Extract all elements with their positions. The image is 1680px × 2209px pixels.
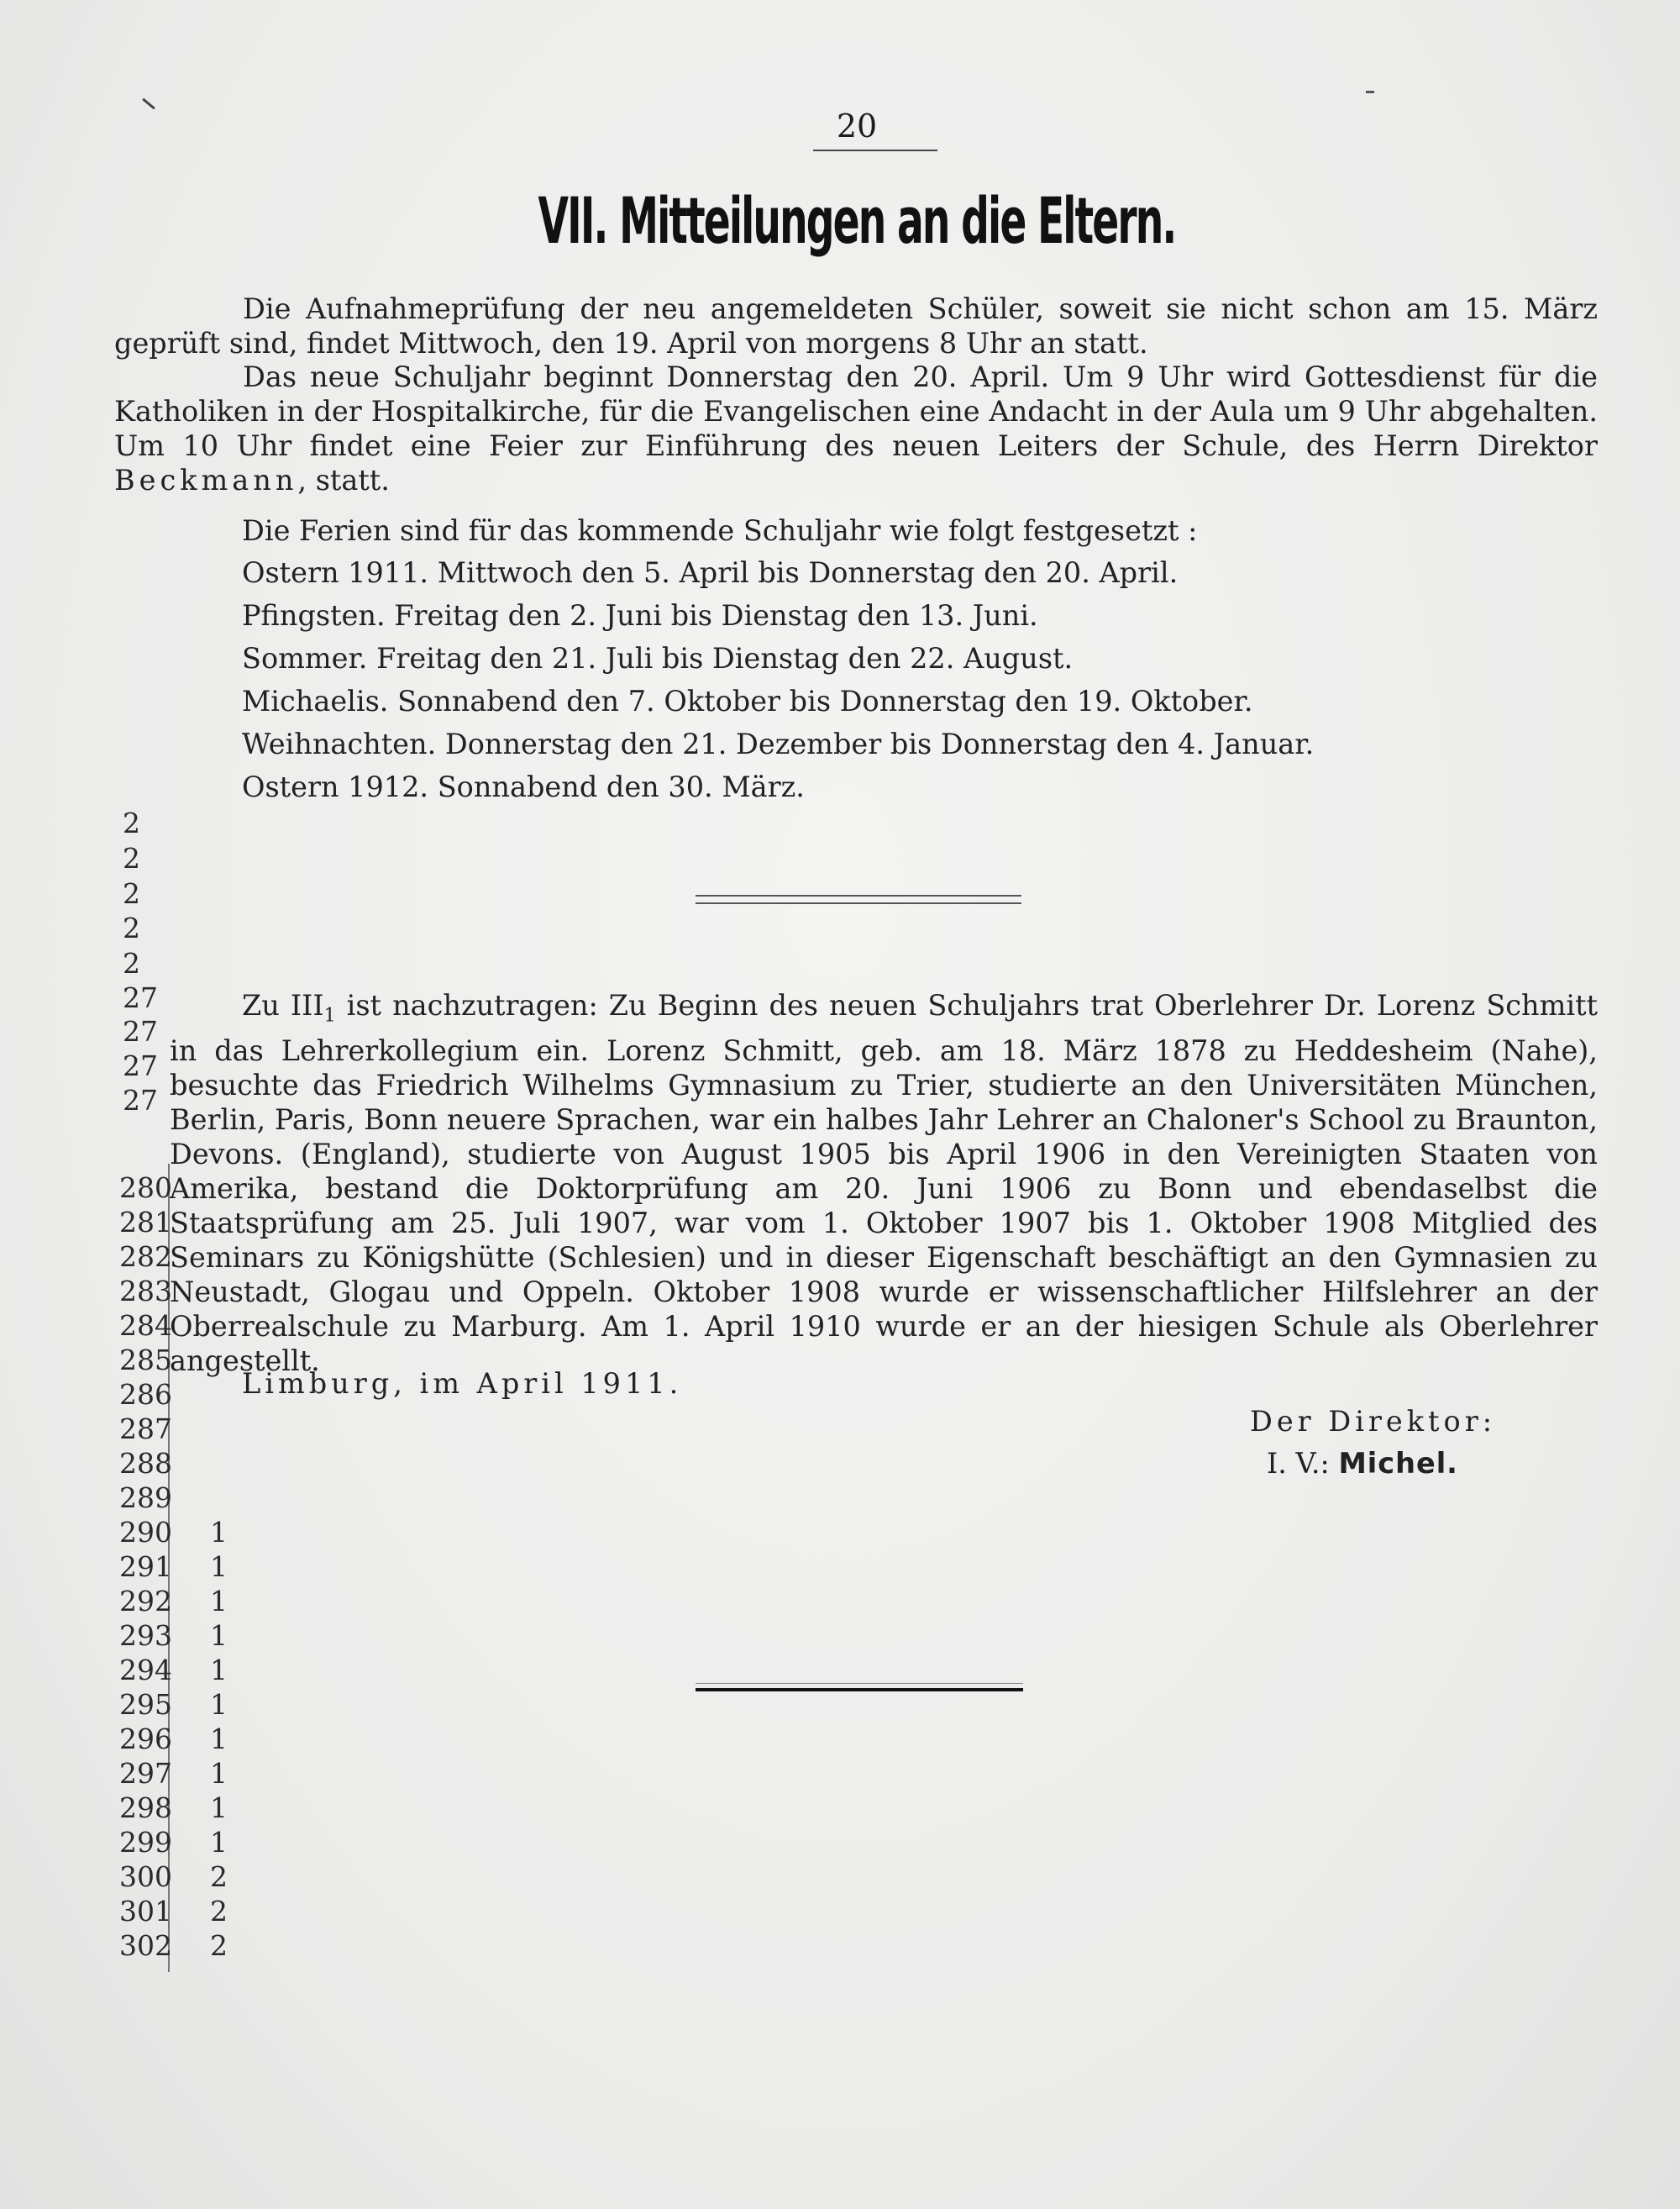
margin-number: 296 xyxy=(119,1722,172,1755)
holiday-item: Weihnachten. Donnerstag den 21. Dezember bis Donnerstag den 4. Januar. xyxy=(242,728,1315,760)
signature-title: Der Direktor: xyxy=(1250,1405,1496,1438)
margin-number: 299 xyxy=(119,1826,172,1859)
nachtrag-lead: Zu III xyxy=(242,989,324,1022)
margin-number: 293 xyxy=(119,1619,172,1652)
margin-number: 284 xyxy=(119,1309,172,1342)
section-heading: VII. Mitteilungen an die Eltern. xyxy=(538,183,1176,258)
margin-number: 1 xyxy=(210,1516,228,1549)
margin-number: 1 xyxy=(210,1619,228,1652)
margin-number: 2 xyxy=(123,912,140,944)
section-divider xyxy=(696,895,1021,904)
margin-number: 294 xyxy=(119,1654,172,1686)
margin-number: 1 xyxy=(210,1688,228,1721)
margin-number: 286 xyxy=(119,1378,172,1411)
paragraph-nachtrag xyxy=(170,988,1598,1378)
margin-number: 283 xyxy=(119,1275,172,1307)
margin-number: 285 xyxy=(119,1344,172,1376)
margin-number: 27 xyxy=(123,1049,158,1082)
place-date: Limburg, im April 1911. xyxy=(242,1367,683,1400)
margin-number: 2 xyxy=(210,1929,228,1962)
holiday-item: Sommer. Freitag den 21. Juli bis Dienstag den 22. August. xyxy=(242,642,1074,675)
margin-number: 1 xyxy=(210,1757,228,1790)
margin-number: 282 xyxy=(119,1240,172,1273)
margin-number: 1 xyxy=(210,1550,228,1583)
scan-mark xyxy=(1366,91,1374,93)
director-name: Beckmann xyxy=(114,464,298,497)
page-number-rule xyxy=(813,150,937,151)
margin-number: 2 xyxy=(123,947,140,980)
margin-number: 27 xyxy=(123,1015,158,1048)
margin-number: 280 xyxy=(119,1171,172,1204)
signature-prefix: I. V.: xyxy=(1267,1447,1339,1480)
paragraph-schuljahr xyxy=(114,360,1598,497)
paragraph-text-part: Das neue Schuljahr beginnt Donnerstag den 20. April. Um 9 Uhr wird Gottesdienst für die Katholiken in der Hospitalkirche, für die Evangelischen eine Andacht in der Aula um 9 Uhr abgehalten. Um 10 Uhr findet eine Feier zur Einführung des neuen Leiters der Schule, des Herrn Direktor xyxy=(114,360,1598,462)
margin-number: 288 xyxy=(119,1447,172,1480)
margin-number: 289 xyxy=(119,1481,172,1514)
margin-number: 1 xyxy=(210,1654,228,1686)
margin-number: 27 xyxy=(123,1084,158,1117)
margin-number: 1 xyxy=(210,1826,228,1859)
paragraph-text xyxy=(170,988,1598,1378)
margin-number: 281 xyxy=(119,1206,172,1239)
holiday-item: Ostern 1911. Mittwoch den 5. April bis Donnerstag den 20. April. xyxy=(242,556,1179,589)
margin-number: 1 xyxy=(210,1722,228,1755)
page-number: 20 xyxy=(836,108,878,145)
margin-number: 295 xyxy=(119,1688,172,1721)
margin-number: 291 xyxy=(119,1550,172,1583)
holiday-item: Pfingsten. Freitag den 2. Juni bis Dienstag den 13. Juni. xyxy=(242,599,1038,632)
margin-number: 287 xyxy=(119,1412,172,1445)
margin-number: 2 xyxy=(210,1860,228,1893)
signature-name: Michel. xyxy=(1338,1447,1458,1480)
paragraph-text-part: , statt. xyxy=(297,464,390,497)
margin-number: 2 xyxy=(123,807,140,839)
margin-number: 302 xyxy=(119,1929,172,1962)
margin-number: 27 xyxy=(123,981,158,1014)
margin-number: 2 xyxy=(123,877,140,910)
margin-number: 297 xyxy=(119,1757,172,1790)
nachtrag-text: ist nachzutragen: Zu Beginn des neuen Schuljahrs trat Oberlehrer Dr. Lorenz Schmitt in das Lehrerkollegium ein. Lorenz Schmitt, geb. am 18. März 1878 zu Heddesheim (Nahe), besuchte das Friedrich Wilhelms Gymnasium zu Trier, studierte an den Universitäten München, Berlin, Paris, Bonn neuere Sprachen, war ein halbes Jahr Lehrer an Chaloner's School zu Braunton, Devons. (England), studierte von August 1905 bis April 1906 in den Vereinigten Staaten von Amerika, bestand die Doktorprüfung am 20. Juni 1906 zu Bonn und ebendaselbst die Staatsprüfung am 25. Juli 1907, war vom 1. Oktober 1907 bis 1. Oktober 1908 Mitglied des Seminars zu Königshütte (Schlesien) und in dieser Eigenschaft beschäftigt an den Gymnasien zu Neustadt, Glogau und Oppeln. Oktober 1908 wurde er wissenschaftlicher Hilfslehrer an der Oberrealschule zu Marburg. Am 1. April 1910 wurde er an der hiesigen Schule als Oberlehrer angestellt. xyxy=(170,989,1599,1377)
signature xyxy=(1267,1447,1458,1480)
margin-number: 1 xyxy=(210,1791,228,1824)
paragraph-text: Die Aufnahmeprüfung der neu angemeldeten Schüler, soweit sie nicht schon am 15. März geprüft sind, findet Mittwoch, den 19. April von morgens 8 Uhr an statt. xyxy=(114,292,1598,360)
margin-number: 290 xyxy=(119,1516,172,1549)
paragraph-text xyxy=(114,360,1598,497)
margin-number: 292 xyxy=(119,1585,172,1617)
holiday-item: Michaelis. Sonnabend den 7. Oktober bis Donnerstag den 19. Oktober. xyxy=(242,685,1253,718)
nachtrag-subscript: 1 xyxy=(323,1005,336,1027)
margin-number: 301 xyxy=(119,1895,172,1928)
holiday-item: Ostern 1912. Sonnabend den 30. März. xyxy=(242,771,805,803)
margin-number: 298 xyxy=(119,1791,172,1824)
ferien-intro: Die Ferien sind für das kommende Schuljahr wie folgt festgesetzt : xyxy=(242,514,1198,547)
paragraph-aufnahmepruefung xyxy=(114,292,1598,360)
margin-number: 2 xyxy=(123,842,140,875)
end-rule xyxy=(696,1688,1023,1691)
margin-number: 1 xyxy=(210,1585,228,1617)
margin-number: 300 xyxy=(119,1860,172,1893)
margin-number: 2 xyxy=(210,1895,228,1928)
